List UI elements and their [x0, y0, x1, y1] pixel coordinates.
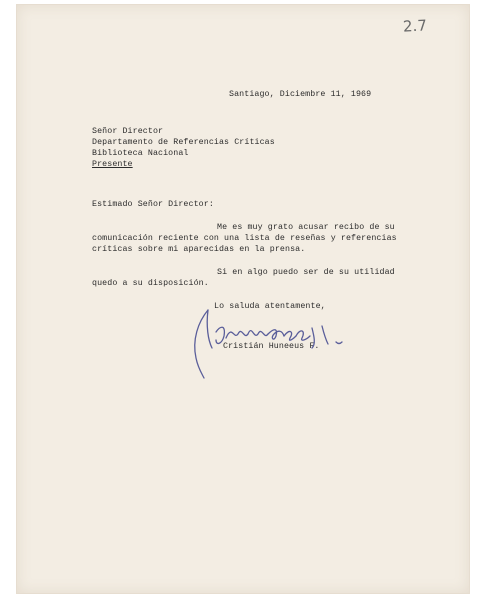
closing: Lo saluda atentamente,: [214, 302, 326, 311]
body-p1-line-2: comunicación reciente con una lista de reseñas y referencias: [92, 234, 397, 243]
recipient-line-1: Señor Director: [92, 127, 164, 136]
salutation: Estimado Señor Director:: [92, 200, 214, 209]
recipient-line-2: Departamento de Referencias Críticas: [92, 138, 275, 147]
letter-page: [16, 4, 470, 594]
page-number: 2.7: [402, 16, 428, 36]
dateline: Santiago, Diciembre 11, 1969: [229, 90, 372, 99]
recipient-line-3: Biblioteca Nacional: [92, 149, 189, 158]
body-p2-line-1: Si en algo puedo ser de su utilidad: [217, 268, 395, 277]
body-p2-line-2: quedo a su disposición.: [92, 279, 209, 288]
body-p1-line-1: Me es muy grato acusar recibo de su: [217, 223, 395, 232]
body-p1-line-3: críticas sobre mi aparecidas en la prensa.: [92, 245, 306, 254]
typed-signature: Cristián Huneeus F.: [223, 342, 320, 351]
handwritten-signature: [186, 306, 386, 386]
recipient-line-4: Presente: [92, 160, 133, 169]
